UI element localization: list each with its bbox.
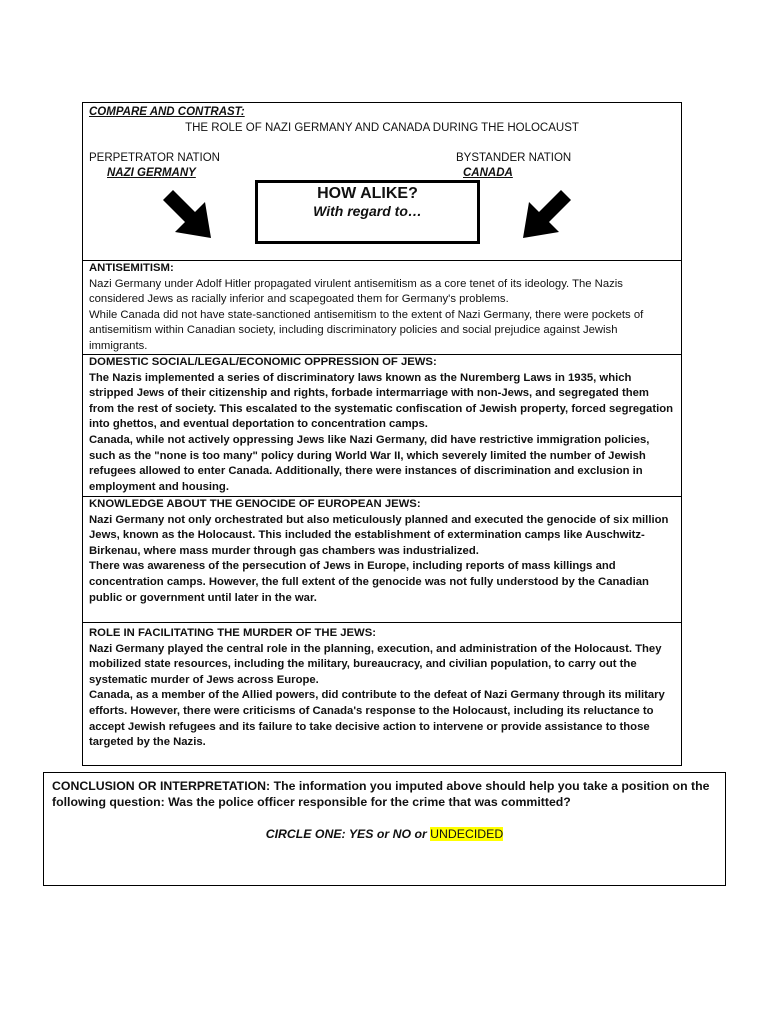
section-paragraph: The Nazis implemented a series of discriminatory laws known as the Nuremberg Laws in 1935, which stripped Jews of their citizenship and rights, forbade intermarriage with non-Jews, and segregated them from the rest of society. This escalated to the systematic confiscation of Jewish property, forced segregation into ghettos, and eventual deportation to concentration camps. [89,371,674,431]
section-oppression [83,355,681,497]
section-paragraph: There was awareness of the persecution of Jews in Europe, including reports of mass killings and concentration camps. However, the full extent of the genocide was not fully understood by the Canadian public or government until later in the war. [89,560,649,604]
section-heading: ANTISEMITISM: [89,262,174,274]
section-paragraph: Nazi Germany played the central role in the planning, execution, and administration of the Holocaust. They mobilized state resources, including the military, bureaucracy, and civilian population, to carry out the systematic murder of Jews across Europe. [89,642,662,686]
section-paragraph: While Canada did not have state-sanctioned antisemitism to the extent of Nazi Germany, there were pockets of antisemitism within Canadian society, including discriminatory policies and social prejudice against Jewish immigrants. [89,308,644,352]
arrow-down-right-icon [157,186,217,244]
comparison-table [82,102,682,766]
perpetrator-name: NAZI GERMANY [107,167,196,179]
section-heading: ROLE IN FACILITATING THE MURDER OF THE JEWS: [89,627,377,639]
conclusion-box [43,772,726,886]
circle-one-line [52,826,717,842]
section-heading: KNOWLEDGE ABOUT THE GENOCIDE OF EUROPEAN JEWS: [89,498,421,510]
bystander-label: BYSTANDER NATION [456,152,572,164]
perpetrator-label: PERPETRATOR NATION [89,152,220,164]
undecided-option[interactable]: UNDECIDED [430,827,504,841]
how-alike-box [255,180,480,244]
section-heading: DOMESTIC SOCIAL/LEGAL/ECONOMIC OPPRESSION OF JEWS: [89,356,437,368]
section-knowledge [83,497,681,623]
how-alike-title: HOW ALIKE? [317,185,418,202]
section-paragraph: Nazi Germany under Adolf Hitler propagated virulent antisemitism as a core tenet of its ideology. The Nazis considered Jews as racially inferior and scapegoated them for Germany's problems. [89,277,623,306]
how-alike-subtitle: With regard to… [313,203,422,219]
section-paragraph: Nazi Germany not only orchestrated but also meticulously planned and executed the genocide of six million Jews, known as the Holocaust. This included the establishment of extermination camps like Auschwitz-Birkenau, where mass murder through gas chambers was industrialized. [89,513,669,557]
section-antisemitism [83,261,681,355]
bystander-name: CANADA [463,167,513,179]
arrow-down-left-icon [517,186,577,244]
section-paragraph: Canada, while not actively oppressing Jews like Nazi Germany, did have restrictive immigration policies, such as the "none is too many" policy during World War II, which severely limited the number of Jewish refugees allowed to enter Canada. Additionally, there were instances of discrimination and exclusion in employment and housing. [89,433,650,493]
section-paragraph: Canada, as a member of the Allied powers, did contribute to the defeat of Nazi Germany through its military efforts. However, there were criticisms of Canada's response to the Holocaust, including its reluctance to accept Jewish refugees and its failure to take decisive action to intervene or provide assistance to those targeted by the Nazis. [89,689,665,749]
circle-one-prompt: CIRCLE ONE: YES or NO or [265,827,431,841]
section-role [83,623,681,767]
compare-contrast-label: COMPARE AND CONTRAST: [89,106,245,118]
table-header-row [83,103,681,261]
conclusion-question: CONCLUSION OR INTERPRETATION: The information you imputed above should help you take a position on the following question: Was the police officer responsible for the crime that was committed? [52,779,710,809]
worksheet-title: THE ROLE OF NAZI GERMANY AND CANADA DURING THE HOLOCAUST [185,122,579,134]
